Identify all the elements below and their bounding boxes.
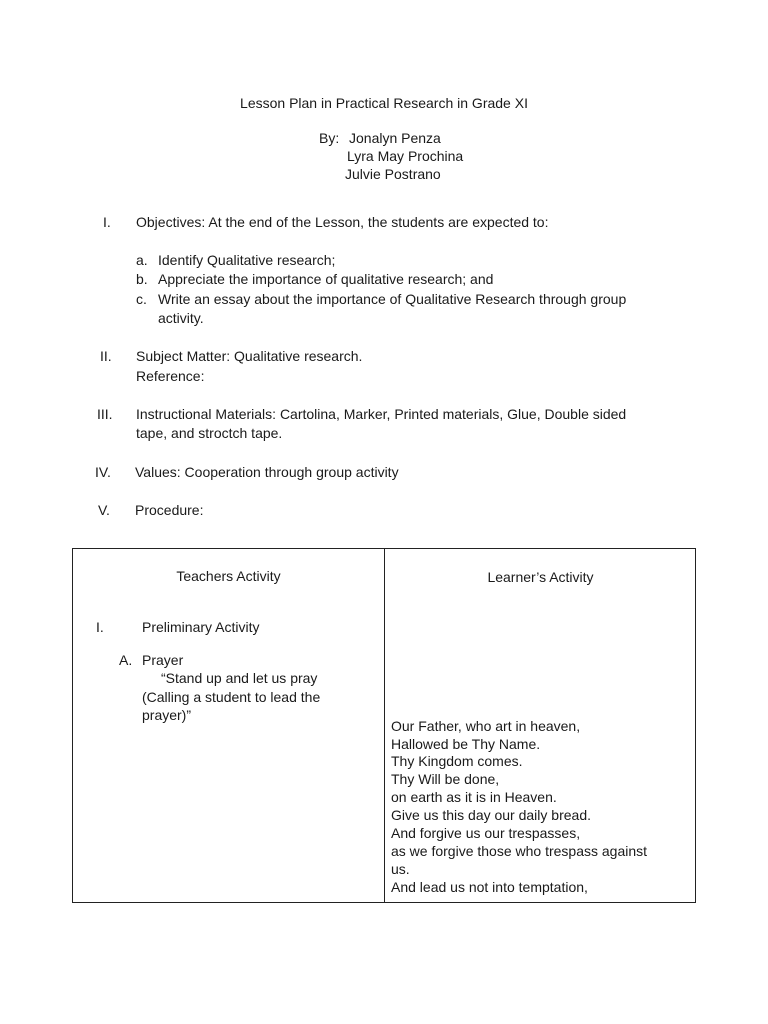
procedure-text: Procedure: xyxy=(135,502,204,518)
section-numeral: V. xyxy=(98,502,110,518)
prayer-quote-line: (Calling a student to lead the xyxy=(142,689,321,705)
learners-activity-header: Learner’s Activity xyxy=(487,569,594,585)
teacher-numeral: I. xyxy=(96,619,104,635)
prayer-line: as we forgive those who trespass against xyxy=(391,843,648,859)
prayer-line: Hallowed be Thy Name. xyxy=(391,736,541,752)
prayer-heading: Prayer xyxy=(142,652,184,668)
section-numeral: III. xyxy=(97,406,113,422)
prayer-line: us. xyxy=(391,861,410,877)
prayer-line: Our Father, who art in heaven, xyxy=(391,718,581,734)
objective-item: Identify Qualitative research; xyxy=(158,252,336,268)
procedure-table xyxy=(72,548,696,903)
section-numeral: I. xyxy=(103,214,111,230)
objective-letter: a. xyxy=(136,252,148,268)
prayer-line: And forgive us our trespasses, xyxy=(391,825,581,841)
author-name: Jonalyn Penza xyxy=(349,130,441,146)
document-title: Lesson Plan in Practical Research in Grade XI xyxy=(240,95,528,111)
author-name: Julvie Postrano xyxy=(345,166,441,182)
section-numeral: IV. xyxy=(95,464,111,480)
prayer-letter: A. xyxy=(119,652,133,668)
preliminary-activity-heading: Preliminary Activity xyxy=(142,619,260,635)
prayer-line: on earth as it is in Heaven. xyxy=(391,789,557,805)
prayer-line: Thy Kingdom comes. xyxy=(391,753,523,769)
objective-item-continued: activity. xyxy=(158,310,204,326)
values-text: Values: Cooperation through group activity xyxy=(135,464,399,480)
column-divider xyxy=(384,549,385,902)
section-numeral: II. xyxy=(100,348,112,364)
teachers-activity-header: Teachers Activity xyxy=(176,568,281,584)
objective-item: Write an essay about the importance of Qualitative Research through group xyxy=(158,291,627,307)
prayer-line: Give us this day our daily bread. xyxy=(391,807,591,823)
objective-letter: b. xyxy=(136,271,148,287)
objective-letter: c. xyxy=(136,291,147,307)
authors-by-label: By: xyxy=(319,130,340,146)
objectives-text: Objectives: At the end of the Lesson, the students are expected to: xyxy=(136,214,549,230)
prayer-quote-line: “Stand up and let us pray xyxy=(161,670,318,686)
subject-matter-text: Subject Matter: Qualitative research. xyxy=(136,348,363,364)
instructional-materials-text: Instructional Materials: Cartolina, Marker, Printed materials, Glue, Double sided xyxy=(136,406,627,422)
prayer-line: And lead us not into temptation, xyxy=(391,879,588,895)
objective-item: Appreciate the importance of qualitative research; and xyxy=(158,271,494,287)
reference-text: Reference: xyxy=(136,368,205,384)
prayer-line: Thy Will be done, xyxy=(391,771,500,787)
prayer-quote-line: prayer)” xyxy=(142,707,192,723)
author-name: Lyra May Prochina xyxy=(347,148,464,164)
instructional-materials-continued: tape, and stroctch tape. xyxy=(136,425,283,441)
